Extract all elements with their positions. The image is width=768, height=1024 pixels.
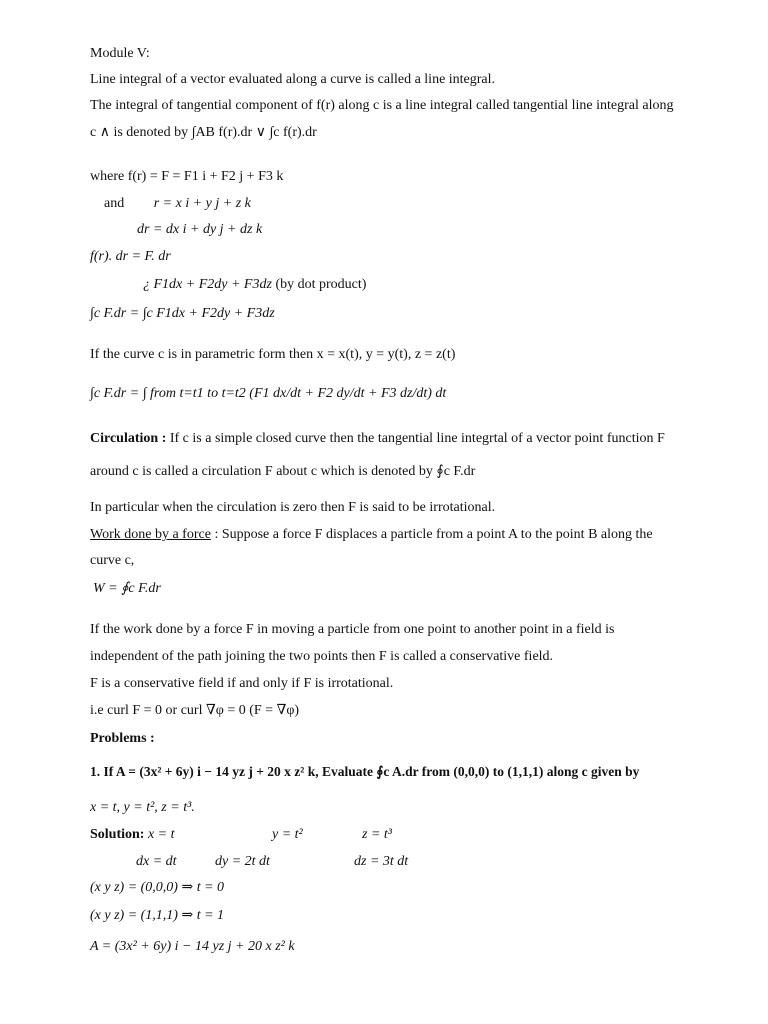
conservative-text: If the work done by a force F in moving a particle from one point to another point in a field is xyxy=(90,622,615,637)
work-label: Work done by a force xyxy=(90,527,211,542)
work-text: : Suppose a force F displaces a particle from a point A to the point B along the xyxy=(214,527,653,542)
tangential-definition xyxy=(90,97,674,115)
problem-1-continued: x = t, y = t², z = t³. xyxy=(90,800,195,815)
dot-product-eq: ¿ F1dx + F2dy + F3dz xyxy=(143,277,272,292)
a-final: A = (3x² + 6y) i − 14 yz j + 20 x z² k xyxy=(90,939,295,954)
work-equation: W = ∮c F.dr xyxy=(93,581,161,596)
problem-1: 1. If A = (3x² + 6y) i − 14 yz j + 20 x z² k, Evaluate ∮c A.dr from (0,0,0) to (1,1,1) along c given by xyxy=(90,764,640,779)
circulation-line xyxy=(90,430,665,448)
circulation-text: If c is a simple closed curve then the tangential line integrtal of a vector point function F xyxy=(169,431,665,446)
denoted-line xyxy=(90,124,317,158)
solution-line xyxy=(90,826,175,844)
dot-product-line xyxy=(143,276,366,294)
solution-label: Solution: xyxy=(90,827,145,842)
sol-x: x = t xyxy=(147,827,175,842)
ie-text: i.e curl F = 0 or curl ∇φ = 0 (F = ∇φ) xyxy=(90,703,300,718)
intro-text: Line integral of a vector evaluated along a curve is called a line integral. xyxy=(90,72,496,87)
module-title: Module V: xyxy=(90,46,150,61)
fr-dr-line: f(r). dr = F. dr xyxy=(90,249,171,264)
circulation-line-2: around c is called a circulation F about c which is denoted by ∮c F.dr xyxy=(90,464,476,479)
parametric-integral: ∫c F.dr = ∫ from t=t1 to t=t2 (F1 dx/dt + F2 dy/dt + F3 dz/dt) dt xyxy=(90,386,447,401)
condition-2: (x y z) = (1,1,1) ⇒ t = 1 xyxy=(90,908,225,923)
r-definition: r = x i + y j + z k xyxy=(153,196,251,211)
and-line xyxy=(104,195,251,213)
sol-dy: dy = 2t dt xyxy=(215,854,270,869)
irrotational-text: In particular when the circulation is zero then F is said to be irrotational. xyxy=(90,500,496,515)
integral-eq-line: ∫c F.dr = ∫c F1dx + F2dy + F3dz xyxy=(90,306,275,321)
sol-y: y = t² xyxy=(272,827,303,842)
parametric-text: If the curve c is in parametric form then x = x(t), y = y(t), z = z(t) xyxy=(90,347,456,362)
conservative-iff: F is a conservative field if and only if F is irrotational. xyxy=(90,676,394,691)
condition-1: (x y z) = (0,0,0) ⇒ t = 0 xyxy=(90,880,225,895)
dot-product-note: (by dot product) xyxy=(275,277,367,292)
denoted-text: c ∧ is denoted by ∫AB f(r).dr ∨ ∫c f(r).dr xyxy=(90,125,317,140)
conservative-text-2: independent of the path joining the two points then F is called a conservative field. xyxy=(90,649,554,664)
and-label: and xyxy=(104,196,125,211)
tangential-definition-text: The integral of tangential component of f(r) along c is a line integral called tangential line integral along xyxy=(90,98,674,113)
circulation-label: Circulation : xyxy=(90,431,167,446)
sol-z: z = t³ xyxy=(362,827,392,842)
problems-label: Problems : xyxy=(90,731,155,746)
sol-dx: dx = dt xyxy=(136,854,177,869)
where-f-line: where f(r) = F = F1 i + F2 j + F3 k xyxy=(90,169,284,184)
sol-dz: dz = 3t dt xyxy=(354,854,409,869)
work-line-2: curve c, xyxy=(90,553,135,568)
work-line xyxy=(90,526,653,544)
dr-definition: dr = dx i + dy j + dz k xyxy=(137,222,263,237)
